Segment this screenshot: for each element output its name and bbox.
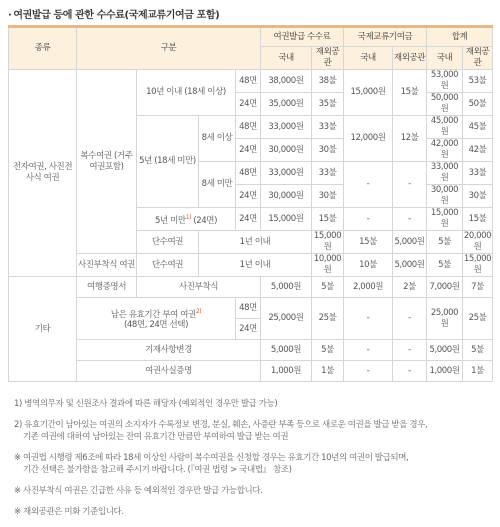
pages-24: 24면: [236, 93, 261, 116]
fee-overseas: 5불: [312, 340, 344, 361]
total-domestic: 15,000원: [463, 254, 492, 275]
pages-48: 48면: [236, 70, 261, 93]
total-overseas: 42불: [463, 139, 493, 162]
total-domestic: 7,000원: [427, 277, 463, 298]
pages-24: 24면: [236, 319, 261, 340]
under5-pages: (24면): [193, 215, 218, 226]
footnote-line: 기간 선택은 불가함을 참고해 주시기 바랍니다. (『여권 법령 > 국내법』 참조): [23, 465, 292, 475]
header-overseas: 재외공관: [393, 47, 427, 70]
total-overseas: 7불: [463, 277, 493, 298]
intl-domestic: 15,000원: [344, 70, 393, 116]
pages-24: 24면: [236, 139, 261, 162]
fee-table-wrapper: [8, 25, 492, 382]
section-one-year: 1년 이내: [199, 254, 312, 277]
table-row: [9, 277, 493, 298]
total-domestic: 53,000원: [427, 70, 463, 93]
header-total: 합계: [427, 27, 493, 47]
remaining-sub: (48면, 24면 선택): [123, 320, 188, 331]
total-domestic: 45,000원: [427, 116, 463, 139]
intl-overseas: 12불: [393, 116, 427, 162]
section-ten-years: 10년 이내 (18세 이상): [137, 70, 236, 116]
pages-24: 24면: [236, 185, 261, 208]
fee-overseas: 38불: [312, 70, 344, 93]
section-five-years: 5년 (18세 미만): [137, 116, 199, 208]
section-remaining: [77, 298, 236, 340]
table-row: [9, 361, 493, 382]
table-row: [9, 340, 493, 361]
section-one-year: 1년 이내: [199, 231, 312, 254]
footnotes: [14, 398, 490, 527]
intl-domestic: -: [344, 298, 393, 340]
fee-overseas: 35불: [312, 93, 344, 116]
footnote-photo: [14, 485, 490, 497]
section-travel-cert: 여행증명서: [77, 277, 137, 298]
footnote-2: [14, 419, 490, 443]
intl-domestic: -: [344, 340, 393, 361]
section-under-5: [137, 208, 236, 231]
category-electronic: 전자여권, 사진전사식 여권: [9, 70, 77, 277]
title-bullet: ·: [8, 10, 12, 21]
header-passport-fee: 여권발급 수수료: [261, 27, 344, 47]
intl-overseas: -: [393, 162, 427, 208]
footnote-currency: [14, 506, 490, 518]
fee-overseas: 33불: [312, 116, 344, 139]
intl-domestic: 5,000원: [393, 254, 427, 277]
intl-domestic: -: [344, 361, 393, 382]
fee-overseas: 5불: [312, 277, 344, 298]
fee-domestic: 5,000원: [261, 277, 312, 298]
fee-table: [8, 25, 493, 382]
section-single-passport: 단수여권: [137, 254, 199, 277]
intl-domestic: -: [344, 208, 393, 231]
fee-overseas: 30불: [312, 139, 344, 162]
header-section: 구분: [77, 27, 261, 70]
footnote-1: [14, 398, 490, 410]
table-header-row: [9, 27, 493, 47]
total-overseas: 30불: [463, 185, 493, 208]
footnote-law: [14, 452, 490, 476]
total-overseas: 53불: [463, 70, 493, 93]
header-kind: 종류: [9, 27, 77, 70]
total-domestic: 50,000원: [427, 93, 463, 116]
footnote-ref-1: 1): [185, 213, 192, 221]
footnote-line: ※ 사진부착식 여권은 긴급한 사유 등 예외적인 경우만 발급 가능합니다.: [14, 486, 263, 496]
fee-overseas: 25불: [312, 298, 344, 340]
footnote-line: 1) 병역의무자 및 신원조사 결과에 따른 해당자 (예외적인 경우만 발급 가능): [14, 399, 278, 409]
intl-overseas: 2불: [393, 277, 427, 298]
table-row: [9, 298, 493, 319]
header-overseas: 재외공관: [463, 47, 493, 70]
fee-domestic: 15,000원: [261, 208, 312, 231]
age-8-under: 8세 미만: [199, 162, 236, 208]
fee-domestic: 35,000원: [261, 93, 312, 116]
intl-overseas: -: [393, 361, 427, 382]
header-intl-fee: 국제교류기여금: [344, 27, 427, 47]
total-domestic: 20,000원: [463, 231, 492, 252]
intl-domestic: 2,000원: [344, 277, 393, 298]
page-title-text: 여권발급 등에 관한 수수료(국제교류기여금 포함): [13, 10, 220, 21]
total-overseas: 50불: [463, 93, 493, 116]
fee-overseas: 15불: [344, 231, 393, 254]
fee-overseas: 10불: [344, 254, 393, 277]
total-domestic: 42,000원: [427, 139, 463, 162]
section-single-passport: 단수여권: [137, 231, 199, 254]
pages-48: 48면: [236, 116, 261, 139]
age-8-over: 8세 이상: [199, 116, 236, 162]
fee-domestic: 15,000원: [312, 231, 344, 254]
fee-overseas: 1불: [312, 361, 344, 382]
fee-domestic: 25,000원: [261, 298, 312, 340]
table-row: [9, 70, 493, 93]
total-overseas: 5불: [463, 340, 493, 361]
intl-overseas: -: [393, 298, 427, 340]
intl-domestic: 12,000원: [344, 116, 393, 162]
under5-label: 5년 미만: [154, 215, 186, 226]
fee-domestic: 30,000원: [261, 185, 312, 208]
intl-domestic: 5,000원: [393, 231, 427, 254]
fee-domestic: 5,000원: [261, 340, 312, 361]
intl-domestic: -: [344, 162, 393, 208]
intl-overseas: -: [393, 340, 427, 361]
intl-overseas: 15불: [393, 70, 427, 116]
category-other: 기타: [9, 277, 77, 382]
footnote-line: ※ 여권법 시행령 제6조에 따라 18세 이상인 사람이 복수여권을 신청할 경우는 유효기간 10년의 여권이 발급되며,: [14, 453, 409, 463]
pages-48: 48면: [236, 162, 261, 185]
fee-domestic: 10,000원: [312, 254, 344, 277]
footnote-line: 2) 유효기간이 남아있는 여권의 소지자가 수록정보 변경, 분실, 훼손, 사증란 부족 등으로 새로운 여권을 발급 받을 경우,: [14, 420, 428, 430]
total-domestic: 33,000원: [427, 162, 463, 185]
intl-overseas: 5불: [427, 231, 463, 254]
total-domestic: 25,000원: [427, 298, 463, 340]
header-domestic: 국내: [344, 47, 393, 70]
total-domestic: 15,000원: [427, 208, 463, 231]
section-record-change: 기재사항변경: [77, 340, 261, 361]
total-overseas: 15불: [463, 208, 493, 231]
category-photo-passport: 사진부착식 여권: [77, 254, 137, 277]
total-overseas: 45불: [463, 116, 493, 139]
header-domestic: 국내: [427, 47, 463, 70]
fee-domestic: 38,000원: [261, 70, 312, 93]
total-overseas: 1불: [463, 361, 493, 382]
footnote-ref-2: 2): [195, 307, 202, 315]
total-domestic: 30,000원: [427, 185, 463, 208]
intl-overseas: -: [393, 208, 427, 231]
pages-48: 48면: [236, 298, 261, 319]
fee-overseas: 33불: [312, 162, 344, 185]
page-title: [8, 6, 219, 21]
fee-domestic: 30,000원: [261, 139, 312, 162]
total-overseas: 25불: [463, 298, 493, 340]
intl-overseas: 5불: [427, 254, 463, 277]
fee-domestic: 33,000원: [261, 116, 312, 139]
section-fact-cert: 여권사실증명: [77, 361, 261, 382]
fee-overseas: 15불: [312, 208, 344, 231]
section-multi-passport: 복수여권 (거주여권포함): [77, 70, 137, 254]
total-domestic: 1,000원: [427, 361, 463, 382]
header-domestic: 국내: [261, 47, 312, 70]
header-overseas: 재외공관: [312, 47, 344, 70]
fee-domestic: 33,000원: [261, 162, 312, 185]
footnote-line: ※ 재외공관은 미화 기준입니다.: [14, 507, 124, 517]
fee-domestic: 1,000원: [261, 361, 312, 382]
section-photo-attach: 사진부착식: [137, 277, 261, 298]
remaining-label: 남은 유효기간 부여 여권: [110, 309, 196, 320]
footnote-line: 기존 여권에 대하여 남아있는 잔여 유효기간 만큼만 부여하여 발급 받는 여권: [23, 432, 289, 442]
total-domestic: 5,000원: [427, 340, 463, 361]
pages-24: 24면: [236, 208, 261, 231]
fee-overseas: 30불: [312, 185, 344, 208]
total-overseas: 33불: [463, 162, 493, 185]
table-row: [9, 254, 493, 277]
